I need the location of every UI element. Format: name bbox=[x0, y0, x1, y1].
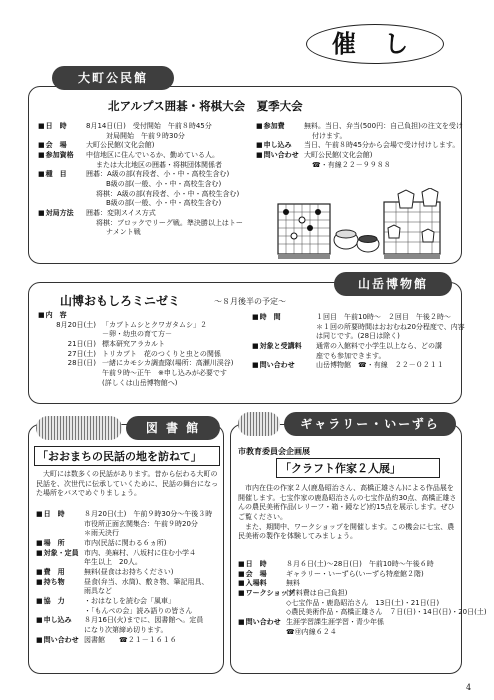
detail-text: 昼食(弁当、水筒)、敷き物、筆記用具、 bbox=[84, 577, 209, 586]
page-number: 4 bbox=[466, 683, 472, 692]
sangaku-event-title: 山博おもしろミニゼミ bbox=[60, 294, 181, 308]
gallery-details bbox=[238, 560, 487, 637]
schedule-date bbox=[38, 379, 96, 389]
detail-label: ■ 日 時 bbox=[238, 560, 286, 570]
detail-row bbox=[256, 151, 456, 161]
detail-label: ■ 問い合わせ bbox=[252, 361, 316, 371]
detail-text: 山岳博物館 ☎・有線 ２２－０２１１ bbox=[316, 361, 444, 370]
detail-text: 雨具など bbox=[84, 587, 112, 596]
sangaku-subtitle: ～８月後半の予定～ bbox=[214, 297, 286, 306]
detail-row bbox=[252, 322, 465, 333]
schedule-date bbox=[38, 369, 96, 379]
detail-text: 市内(民話に関わる６ヵ所) bbox=[84, 538, 167, 547]
detail-text: 対局開始 午前９時30分 bbox=[106, 131, 185, 140]
detail-label: ■ 申し込み bbox=[256, 141, 304, 151]
detail-label: ■ 問い合わせ bbox=[36, 636, 84, 646]
detail-row bbox=[238, 589, 458, 599]
schedule-row bbox=[38, 350, 246, 360]
detail-text: 付けます。 bbox=[312, 131, 347, 140]
detail-row bbox=[38, 141, 270, 151]
schedule-row bbox=[38, 379, 246, 389]
schedule-date: 28日(日) bbox=[67, 359, 96, 368]
detail-row bbox=[38, 209, 270, 219]
detail-label: ■ 問い合わせ bbox=[238, 618, 286, 628]
detail-row bbox=[38, 228, 270, 238]
detail-row bbox=[36, 597, 222, 607]
detail-label: ■ 申し込み bbox=[36, 616, 84, 626]
detail-text: 通常の入館料で小学生以上なら、どの講 bbox=[316, 341, 442, 350]
detail-label: ■ 会 場 bbox=[38, 141, 86, 151]
detail-row bbox=[238, 599, 458, 609]
schedule-text: (詳しくは山岳博物館へ) bbox=[102, 378, 178, 387]
detail-row bbox=[252, 352, 458, 362]
detail-label: ■ 費 用 bbox=[36, 568, 84, 578]
detail-label: ■ 時 間 bbox=[252, 313, 316, 323]
detail-text: 大町公民館(文化会館) bbox=[86, 141, 155, 150]
schedule-date: 27日(土) bbox=[67, 349, 96, 358]
detail-text: (材料費は自己負担) bbox=[286, 588, 348, 597]
detail-text: 生涯学習課生涯学習・青少年係 bbox=[286, 617, 384, 626]
detail-text: １回目 午前10時～ ２回目 午後２時～ bbox=[316, 313, 451, 321]
detail-row bbox=[36, 568, 222, 578]
sangaku-details bbox=[252, 313, 465, 371]
schedule-row bbox=[38, 359, 246, 369]
detail-row bbox=[252, 332, 458, 342]
detail-label: ■ 日 時 bbox=[38, 122, 86, 132]
schedule-row bbox=[38, 330, 246, 340]
detail-text: になり次第締め切ります。 bbox=[84, 625, 168, 634]
detail-row bbox=[238, 560, 458, 570]
detail-text: 無料(昼食はお持ちください) bbox=[84, 567, 174, 576]
detail-label: ■ 対局方法 bbox=[38, 209, 86, 219]
schedule-date bbox=[38, 330, 96, 340]
detail-text: ＊雨天決行 bbox=[84, 529, 119, 538]
detail-label: ■ 持ち物 bbox=[36, 578, 84, 588]
detail-row bbox=[256, 132, 456, 142]
detail-label: ■ 会 場 bbox=[238, 570, 286, 580]
detail-row bbox=[252, 361, 458, 371]
detail-text: 中信地区に住んでいるか、勤めている人。 bbox=[86, 150, 219, 159]
detail-text: 市役所正面玄関集合：午前９時20分 bbox=[84, 519, 198, 528]
detail-label: ■ 日 時 bbox=[36, 510, 84, 520]
library-banner-decoration bbox=[36, 416, 122, 440]
detail-text: 大町公民館(文化会館) bbox=[304, 150, 373, 159]
detail-text: ◇七宝作品・鹿島昭治さん 13日(土)・21日(日) bbox=[286, 598, 440, 607]
detail-row bbox=[38, 180, 270, 190]
detail-row bbox=[38, 122, 270, 132]
detail-row bbox=[252, 342, 458, 352]
detail-row bbox=[38, 132, 270, 142]
gallery-banner: ギャラリー・いーずら bbox=[284, 412, 456, 436]
library-event-title: 「おおまちの民話の地を訪ねて」 bbox=[37, 450, 202, 463]
gallery-intro: 市内在住の作家２人(鹿島昭治さん、高橋正雄さん)による作品展を開催します。七宝作家の鹿島昭治さんの七宝作品約30点、高橋正雄さんの農民美術作品(レリーフ・箱・鏡など)約15点を展示します。ぜひご覧ください。 また、期間中、ワークショップを開催します。この機会に七宝、農民美術の製作を体験してみましょう。 bbox=[238, 484, 457, 541]
detail-text: または大北地区の囲碁・将棋団体関係者 bbox=[96, 160, 222, 169]
schedule-date: 8月20日(土) bbox=[56, 320, 96, 329]
detail-text: 無料 bbox=[286, 579, 300, 588]
detail-text: ・「もんぺの会」読み語りの皆さん bbox=[84, 606, 193, 615]
schedule-text: トリカブト 花のつくりと虫との関係 bbox=[102, 349, 221, 358]
gallery-kicker: 市教育委員会企画展 bbox=[238, 446, 310, 456]
schedule-text: 午前９時～正午 ※申し込みが必要です bbox=[102, 368, 227, 377]
detail-row bbox=[238, 579, 458, 589]
detail-row bbox=[238, 628, 458, 638]
detail-label: ■ 対象と受講料 bbox=[252, 342, 316, 352]
detail-row bbox=[36, 578, 222, 588]
detail-text: 図書館 ☎２１－１６１６ bbox=[84, 635, 177, 644]
go-shogi-illustration bbox=[272, 188, 456, 262]
detail-text: ギャラリー・いーずら(いーずら特産館２階) bbox=[286, 569, 424, 578]
detail-label: ■ 場 所 bbox=[36, 539, 84, 549]
detail-text: ☎・有線２２－９９８８ bbox=[312, 160, 391, 169]
detail-text: 市内、美麻村、八坂村に住む小学４ bbox=[84, 548, 196, 557]
detail-row bbox=[36, 558, 222, 568]
detail-text: ８月16日(火)までに、図書館へ。定員 bbox=[84, 616, 204, 625]
detail-text: ＊１回の所要時間はおおむね20分程度で、内容 bbox=[316, 322, 465, 331]
gallery-event-title: 「クラフト作家２人展」 bbox=[280, 462, 401, 475]
gallery-banner-decoration bbox=[238, 412, 280, 436]
schedule-text: 一緒にカモシカ調査隊(場所：高瀬川渓谷) bbox=[102, 359, 234, 368]
detail-text: ◇農民美術作品・高橋正雄さん ７日(日)・14日(日)・20日(土) bbox=[286, 608, 487, 617]
schedule-row bbox=[38, 369, 246, 379]
sangaku-content-label: ■ 内 容 bbox=[38, 311, 86, 321]
detail-text: 囲碁：A級の部(有段者、小・中・高校生含む) bbox=[86, 170, 230, 179]
detail-row bbox=[36, 616, 222, 626]
detail-row bbox=[238, 618, 458, 628]
detail-text: ８月20日(土) 午前９時30分～午後３時 bbox=[84, 510, 213, 518]
detail-row bbox=[36, 510, 222, 520]
detail-label: ■ 参加資格 bbox=[38, 151, 86, 161]
detail-row bbox=[36, 520, 222, 530]
detail-text: 座でも参加できます。 bbox=[316, 351, 386, 360]
shogi-board-icon bbox=[384, 188, 440, 259]
detail-label: ■ 入場料 bbox=[238, 579, 286, 589]
schedule-text: 標本研究アラカルト bbox=[102, 339, 165, 348]
detail-row bbox=[36, 529, 222, 539]
detail-row bbox=[38, 170, 270, 180]
detail-row bbox=[36, 587, 222, 597]
detail-row bbox=[256, 161, 456, 171]
detail-row bbox=[36, 636, 222, 646]
detail-row bbox=[256, 122, 463, 132]
schedule-text: －卵・幼虫の育て方－ bbox=[102, 330, 172, 339]
detail-row bbox=[36, 607, 222, 617]
schedule-row bbox=[38, 321, 246, 331]
detail-row bbox=[38, 199, 270, 209]
detail-text: 将棋：A級の部(有段者、小・中・高校生含む) bbox=[96, 189, 240, 198]
go-bowl-icon bbox=[334, 230, 379, 252]
detail-row bbox=[38, 151, 270, 161]
detail-row bbox=[38, 161, 270, 171]
detail-label: ■ 参加費 bbox=[256, 122, 304, 132]
detail-row bbox=[238, 608, 487, 618]
detail-text: B級の部(一般、小・中・高校生含む) bbox=[106, 199, 222, 208]
sangaku-banner: 山岳博物館 bbox=[334, 272, 452, 296]
go-board-icon bbox=[278, 204, 330, 259]
detail-label: ■ 協 力 bbox=[36, 597, 84, 607]
page-title: 催 し bbox=[306, 24, 444, 64]
detail-label: ■ 対象・定員 bbox=[36, 549, 84, 559]
detail-label: ■ 種 目 bbox=[38, 170, 86, 180]
omachi-left-details bbox=[38, 122, 270, 238]
detail-text: B級の部(一般、小・中・高校生含む) bbox=[106, 179, 222, 188]
detail-row bbox=[38, 219, 270, 229]
detail-text: 囲碁：変則スイス方式 bbox=[86, 208, 156, 217]
library-banner: 図 書 館 bbox=[126, 416, 220, 440]
detail-row bbox=[38, 190, 270, 200]
schedule-date: 21日(日) bbox=[67, 339, 96, 348]
detail-row bbox=[36, 549, 222, 559]
detail-text: 当日、午前８時45分から会場で受け付けします。 bbox=[304, 141, 460, 150]
detail-text: 8月14日(日) 受付開始 午前８時45分 bbox=[86, 122, 212, 130]
schedule-text: 「カブトムシとクワガタムシ」２ bbox=[102, 320, 207, 329]
detail-row bbox=[238, 570, 458, 580]
detail-text: ナメント戦 bbox=[106, 228, 141, 237]
library-details bbox=[36, 510, 222, 645]
detail-text: 無料。当日、弁当(500円：自己負担)の注文を受け bbox=[304, 122, 463, 130]
detail-text: 年生以上 20人。 bbox=[84, 558, 142, 567]
schedule-row bbox=[38, 340, 246, 350]
detail-row bbox=[252, 313, 458, 323]
detail-text: ８月６日(土)～28日(日) 午前10時～午後６時 bbox=[286, 560, 434, 568]
detail-row bbox=[36, 626, 222, 636]
omachi-right-details bbox=[256, 122, 463, 170]
detail-text: 将棋：ブロックでリーグ戦。準決勝以上はトー bbox=[96, 218, 243, 227]
detail-label: ■ ワークショップ bbox=[238, 589, 286, 599]
omachi-banner: 大町公民館 bbox=[52, 66, 174, 90]
detail-row bbox=[36, 539, 222, 549]
detail-row bbox=[256, 141, 460, 151]
library-intro: 大町には数多くの民話があります。昔から伝わる大町の民話を、次世代に伝承していくために、民話の舞台になった場所をバスでめぐりましょう。 bbox=[36, 470, 218, 498]
detail-label: ■ 問い合わせ bbox=[256, 151, 304, 161]
detail-text: は同じです。(28日は除く) bbox=[316, 332, 400, 341]
sangaku-schedule bbox=[38, 311, 246, 388]
detail-text: ・おはなしを読む会「風車」 bbox=[84, 596, 175, 605]
omachi-event-title: 北アルプス囲碁・将棋大会 夏季大会 bbox=[108, 99, 303, 113]
detail-text: ☎㊥内線６２４ bbox=[286, 627, 337, 636]
